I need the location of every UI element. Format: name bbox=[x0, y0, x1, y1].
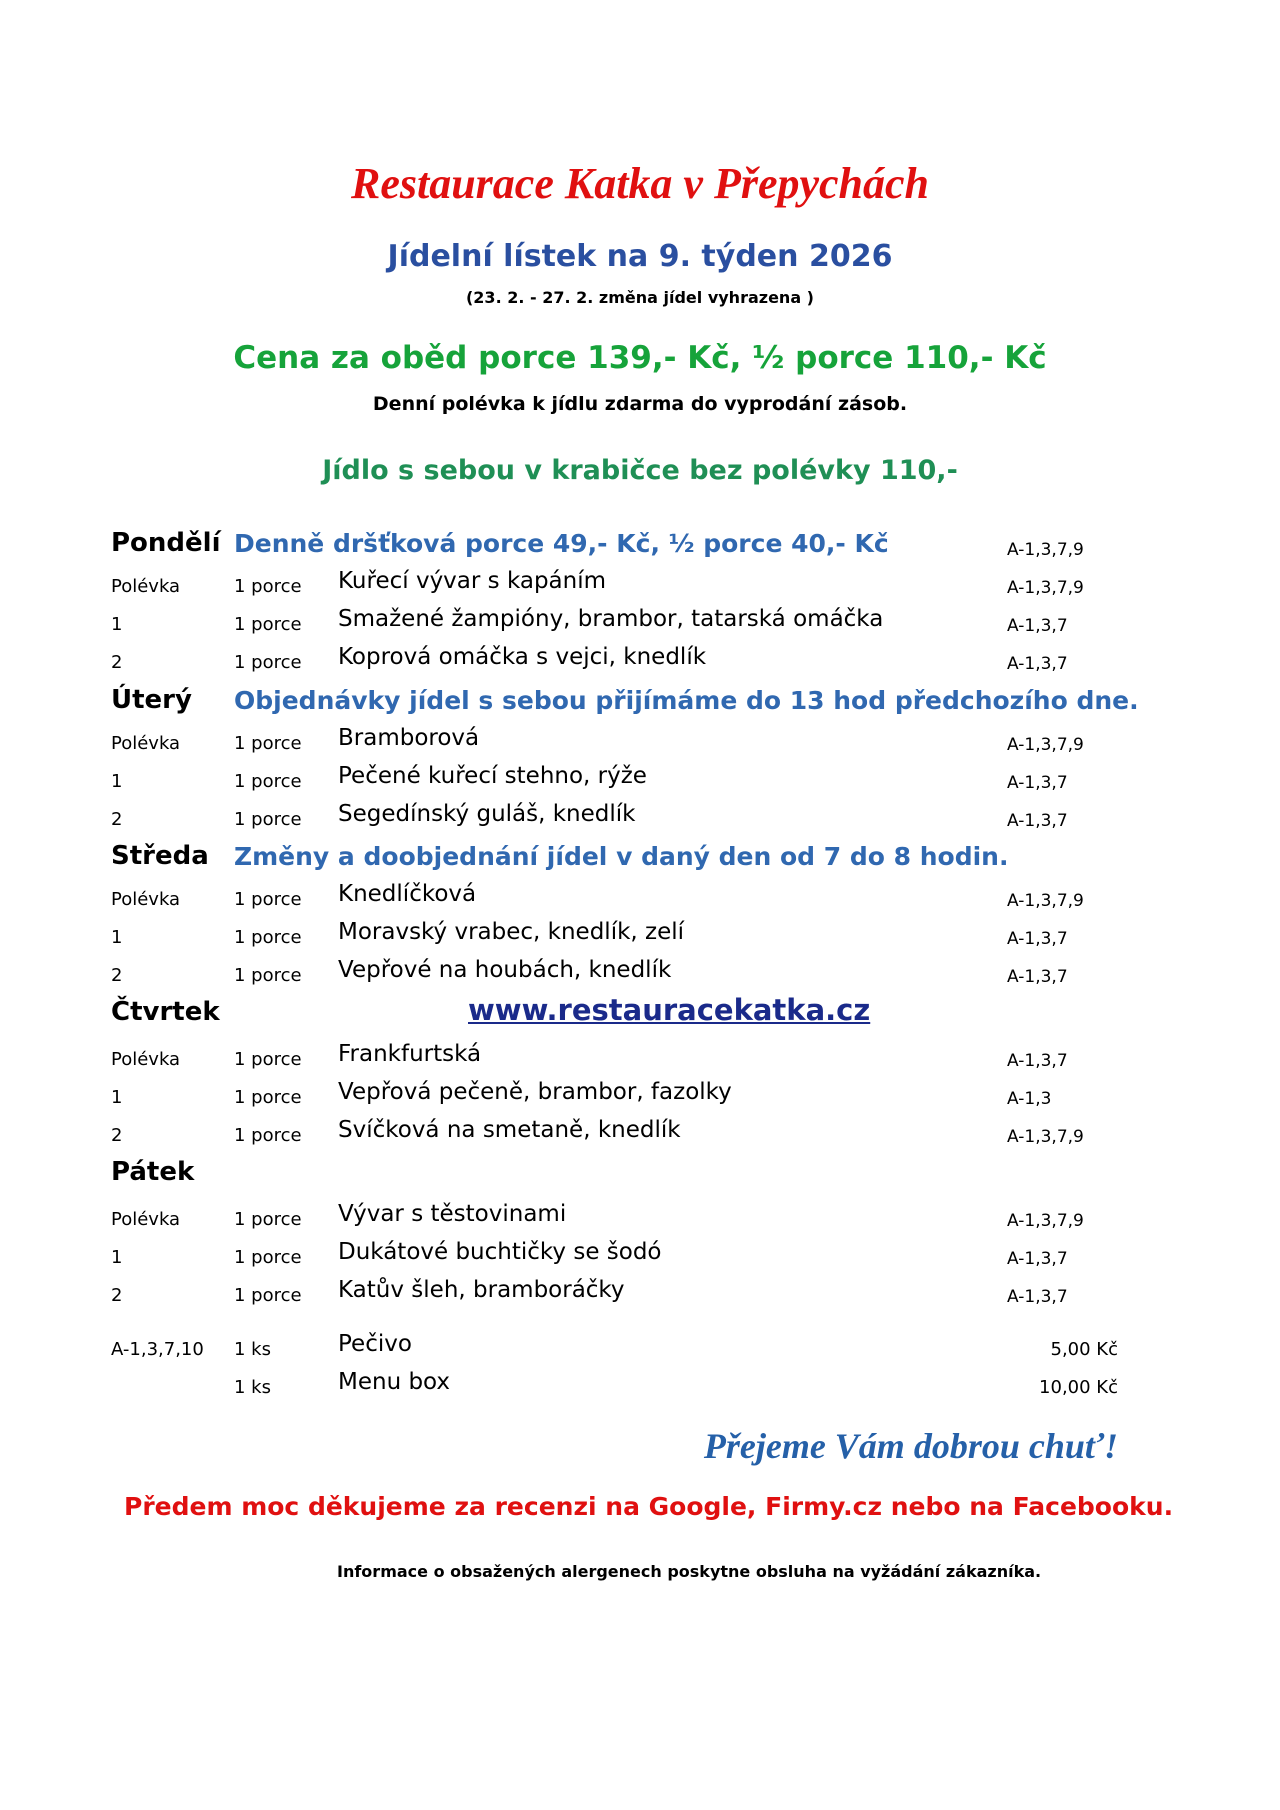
menu-item-qty: 1 porce bbox=[234, 1049, 302, 1070]
menu-item-meal: Vývar s těstovinami bbox=[338, 1201, 567, 1227]
menu-item-allergens: A-1,3,7,9 bbox=[1007, 735, 1084, 755]
menu-item-allergens: A-1,3,7 bbox=[1007, 929, 1068, 949]
menu-item-label: 2 bbox=[111, 1285, 123, 1306]
menu-item-label: 1 bbox=[111, 927, 123, 948]
menu-item-label: Polévka bbox=[111, 576, 181, 597]
menu-item-label: 1 bbox=[111, 614, 123, 635]
menu-week-heading: Jídelní lístek na 9. týden 2026 bbox=[387, 239, 893, 274]
menu-item-allergens: A-1,3,7 bbox=[1007, 1287, 1068, 1307]
menu-item-qty: 1 porce bbox=[234, 771, 302, 792]
menu-item-meal: Knedlíčková bbox=[338, 881, 477, 907]
menu-item-qty: 1 porce bbox=[234, 889, 302, 910]
menu-item-qty: 1 porce bbox=[234, 1209, 302, 1230]
extra-item-price: 5,00 Kč bbox=[1050, 1339, 1118, 1360]
menu-item-meal: Moravský vrabec, knedlík, zelí bbox=[338, 919, 685, 945]
menu-item-meal: Svíčková na smetaně, knedlík bbox=[338, 1117, 681, 1143]
menu-item-meal: Dukátové buchtičky se šodó bbox=[338, 1239, 662, 1265]
day-heading-monday: Pondělí bbox=[111, 528, 221, 558]
menu-item-label: 2 bbox=[111, 1125, 123, 1146]
menu-item-qty: 1 porce bbox=[234, 927, 302, 948]
day-note-wednesday: Změny a doobjednání jídel v daný den od 7 do 8 hodin. bbox=[234, 842, 1009, 871]
menu-item-meal: Pečené kuřecí stehno, rýže bbox=[338, 763, 647, 789]
menu-item-label: 1 bbox=[111, 1087, 123, 1108]
menu-item-qty: 1 porce bbox=[234, 733, 302, 754]
day-note-monday: Denně dršťková porce 49,- Kč, ½ porce 40,- Kč bbox=[234, 529, 889, 558]
menu-item-allergens: A-1,3,7,9 bbox=[1007, 891, 1084, 911]
menu-item-allergens: A-1,3,7,9 bbox=[1007, 1211, 1084, 1231]
menu-item-allergens: A-1,3,7,9 bbox=[1007, 578, 1084, 598]
extra-item-price: 10,00 Kč bbox=[1039, 1377, 1118, 1398]
menu-item-allergens: A-1,3,7 bbox=[1007, 967, 1068, 987]
free-soup-note: Denní polévka k jídlu zdarma do vyprodání zásob. bbox=[372, 393, 908, 415]
extra-item-qty: 1 ks bbox=[234, 1339, 271, 1360]
menu-item-allergens: A-1,3,7 bbox=[1007, 773, 1068, 793]
menu-item-qty: 1 porce bbox=[234, 614, 302, 635]
menu-item-allergens: A-1,3,7 bbox=[1007, 811, 1068, 831]
menu-item-meal: Kuřecí vývar s kapáním bbox=[338, 568, 607, 594]
lunch-price-line: Cena za oběd porce 139,- Kč, ½ porce 110,- Kč bbox=[233, 340, 1047, 376]
menu-item-allergens: A-1,3,7 bbox=[1007, 1051, 1068, 1071]
menu-item-allergens: A-1,3,7 bbox=[1007, 616, 1068, 636]
menu-item-label: Polévka bbox=[111, 1049, 181, 1070]
extra-item-qty: 1 ks bbox=[234, 1377, 271, 1398]
website-link[interactable]: www.restauracekatka.cz bbox=[468, 993, 871, 1027]
menu-item-qty: 1 porce bbox=[234, 1285, 302, 1306]
menu-item-meal: Katův šleh, bramboráčky bbox=[338, 1277, 625, 1303]
day-note-allergens: A-1,3,7,9 bbox=[1007, 540, 1084, 560]
day-heading-friday: Pátek bbox=[111, 1157, 195, 1187]
allergen-info-note: Informace o obsažených alergenech poskytne obsluha na vyžádání zákazníka. bbox=[337, 1562, 1042, 1581]
extra-item-name: Menu box bbox=[338, 1369, 451, 1395]
menu-item-label: 1 bbox=[111, 1247, 123, 1268]
extra-item-name: Pečivo bbox=[338, 1331, 412, 1357]
menu-item-label: 2 bbox=[111, 652, 123, 673]
menu-item-label: Polévka bbox=[111, 889, 181, 910]
menu-item-qty: 1 porce bbox=[234, 652, 302, 673]
menu-item-allergens: A-1,3,7,9 bbox=[1007, 1127, 1084, 1147]
day-heading-thursday: Čtvrtek bbox=[111, 997, 220, 1027]
day-note-tuesday: Objednávky jídel s sebou přijímáme do 13 hod předchozího dne. bbox=[234, 686, 1139, 715]
menu-item-meal: Koprová omáčka s vejci, knedlík bbox=[338, 644, 707, 670]
day-heading-tuesday: Úterý bbox=[111, 685, 192, 715]
menu-item-meal: Segedínský guláš, knedlík bbox=[338, 801, 636, 827]
menu-item-meal: Bramborová bbox=[338, 725, 480, 751]
restaurant-title: Restaurace Katka v Přepychách bbox=[350, 159, 930, 208]
menu-item-meal: Smažené žampióny, brambor, tatarská omáčka bbox=[338, 606, 884, 632]
menu-item-qty: 1 porce bbox=[234, 1125, 302, 1146]
menu-item-meal: Vepřové na houbách, knedlík bbox=[338, 957, 672, 983]
menu-item-qty: 1 porce bbox=[234, 1247, 302, 1268]
menu-item-label: 2 bbox=[111, 809, 123, 830]
menu-item-qty: 1 porce bbox=[234, 965, 302, 986]
menu-item-label: Polévka bbox=[111, 1209, 181, 1230]
menu-item-qty: 1 porce bbox=[234, 809, 302, 830]
menu-item-meal: Vepřová pečeně, brambor, fazolky bbox=[338, 1079, 732, 1105]
menu-date-range: (23. 2. - 27. 2. změna jídel vyhrazena ) bbox=[465, 288, 814, 307]
review-thanks-note: Předem moc děkujeme za recenzi na Google, Firmy.cz nebo na Facebooku. bbox=[124, 1492, 1174, 1521]
menu-item-qty: 1 porce bbox=[234, 576, 302, 597]
takeaway-price-line: Jídlo s sebou v krabičce bez polévky 110,- bbox=[322, 455, 958, 486]
closing-wish: Přejeme Vám dobrou chuť! bbox=[703, 1426, 1118, 1466]
menu-item-qty: 1 porce bbox=[234, 1087, 302, 1108]
menu-item-allergens: A-1,3,7 bbox=[1007, 654, 1068, 674]
menu-item-allergens: A-1,3 bbox=[1007, 1089, 1052, 1109]
menu-item-label: 2 bbox=[111, 965, 123, 986]
menu-item-label: 1 bbox=[111, 771, 123, 792]
extra-item-allergens: A-1,3,7,10 bbox=[111, 1339, 204, 1360]
menu-item-label: Polévka bbox=[111, 733, 181, 754]
menu-item-meal: Frankfurtská bbox=[338, 1041, 482, 1067]
menu-item-allergens: A-1,3,7 bbox=[1007, 1249, 1068, 1269]
day-heading-wednesday: Středa bbox=[111, 841, 209, 871]
